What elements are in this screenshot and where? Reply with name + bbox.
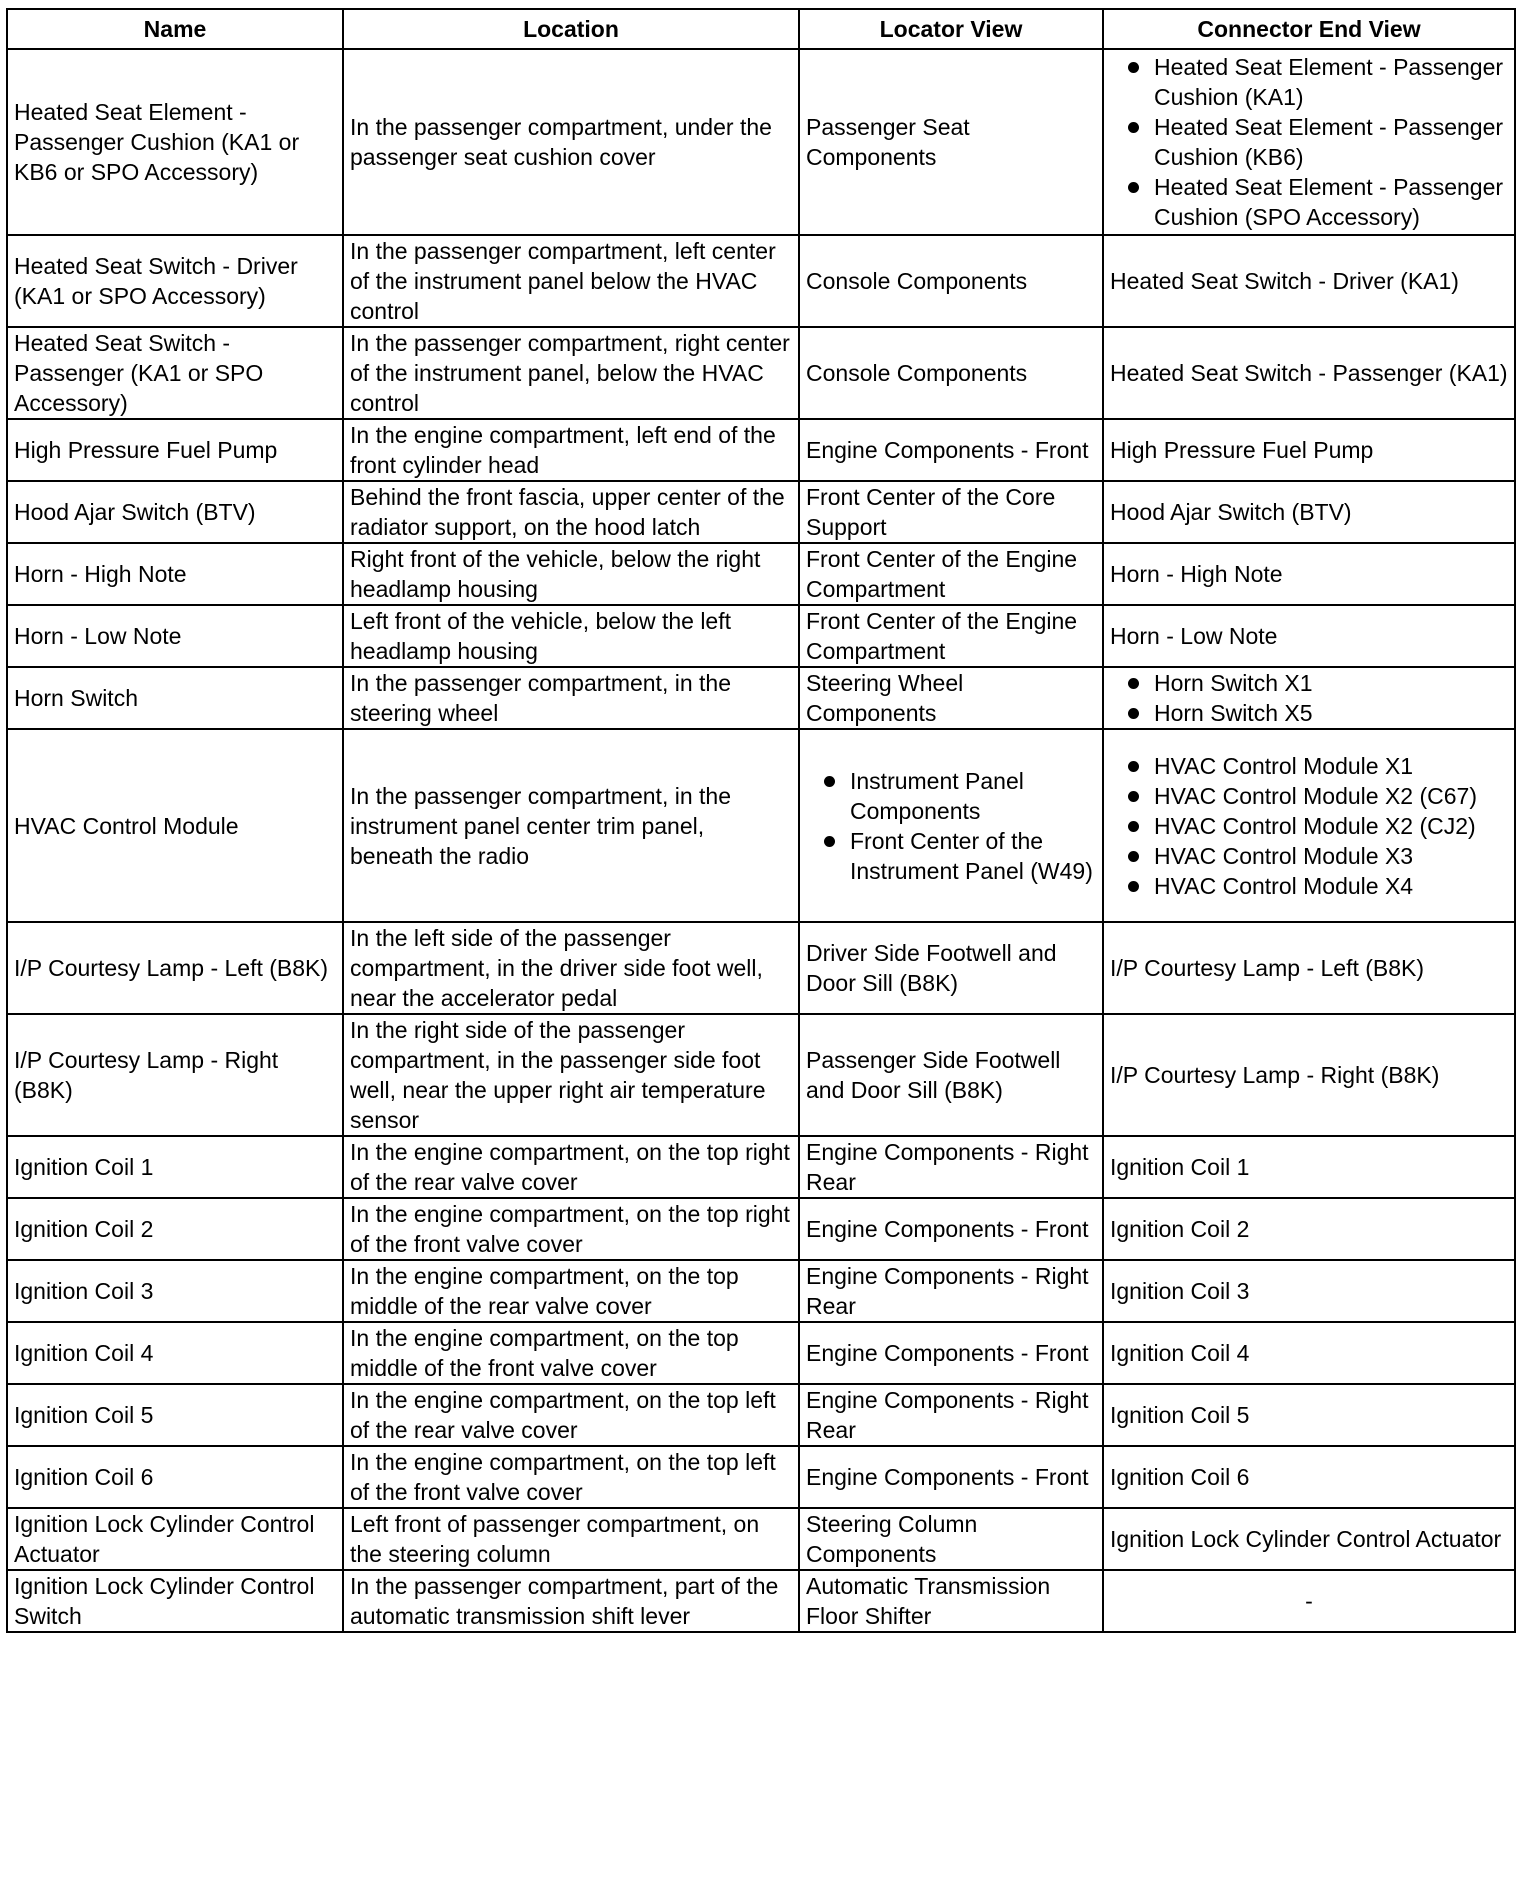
table-row	[7, 1136, 1515, 1198]
bullet-text: HVAC Control Module X2 (CJ2)	[1154, 812, 1476, 839]
cell-name: High Pressure Fuel Pump	[7, 419, 343, 481]
table-row	[7, 543, 1515, 605]
cell-connector-end-view: Ignition Lock Cylinder Control Actuator	[1103, 1508, 1515, 1570]
cell-locator-view: Driver Side Footwell and Door Sill (B8K)	[799, 922, 1103, 1014]
table-row	[7, 1260, 1515, 1322]
bullet-text: Horn Switch X5	[1154, 700, 1313, 726]
cell-name: Heated Seat Element - Passenger Cushion (KA1 or KB6 or SPO Accessory)	[7, 49, 343, 235]
table-row	[7, 667, 1515, 729]
cell-name: Horn - Low Note	[7, 605, 343, 667]
bullet-icon	[1128, 791, 1139, 802]
bullet-icon	[824, 776, 835, 787]
cell-connector-end-view: Heated Seat Switch - Passenger (KA1)	[1103, 327, 1515, 419]
cell-connector-end-view: Ignition Coil 3	[1103, 1260, 1515, 1322]
header-location: Location	[343, 9, 799, 49]
table-row	[7, 1014, 1515, 1136]
bullet-text: Front Center of the Instrument Panel (W49)	[850, 827, 1093, 884]
cell-name: Ignition Lock Cylinder Control Switch	[7, 1570, 343, 1632]
bullet-item	[1110, 841, 1508, 871]
header-connector-end-view: Connector End View	[1103, 9, 1515, 49]
cell-name: Horn - High Note	[7, 543, 343, 605]
bullet-list	[1110, 52, 1508, 232]
cell-location: Left front of the vehicle, below the left headlamp housing	[343, 605, 799, 667]
table-row	[7, 605, 1515, 667]
bullet-text: HVAC Control Module X2 (C67)	[1154, 782, 1477, 809]
table-row	[7, 1384, 1515, 1446]
cell-connector-end-view	[1103, 667, 1515, 729]
cell-name: Hood Ajar Switch (BTV)	[7, 481, 343, 543]
header-row	[7, 9, 1515, 49]
bullet-icon	[1128, 678, 1139, 689]
cell-name: Ignition Coil 2	[7, 1198, 343, 1260]
cell-connector-end-view: Ignition Coil 5	[1103, 1384, 1515, 1446]
bullet-text: HVAC Control Module X3	[1154, 842, 1414, 869]
bullet-list	[806, 766, 1096, 886]
table-row	[7, 1446, 1515, 1508]
table-row	[7, 49, 1515, 235]
bullet-icon	[1128, 761, 1139, 772]
cell-location: Right front of the vehicle, below the right headlamp housing	[343, 543, 799, 605]
cell-connector-end-view: Heated Seat Switch - Driver (KA1)	[1103, 235, 1515, 327]
bullet-text: HVAC Control Module X4	[1154, 872, 1414, 899]
table-row	[7, 1570, 1515, 1632]
bullet-item	[1110, 871, 1508, 901]
cell-location: Left front of passenger compartment, on the steering column	[343, 1508, 799, 1570]
cell-location: In the left side of the passenger compartment, in the driver side foot well, near the accelerator pedal	[343, 922, 799, 1014]
cell-location: In the passenger compartment, right center of the instrument panel, below the HVAC control	[343, 327, 799, 419]
cell-connector-end-view: Ignition Coil 1	[1103, 1136, 1515, 1198]
cell-location: In the passenger compartment, under the passenger seat cushion cover	[343, 49, 799, 235]
cell-locator-view: Console Components	[799, 327, 1103, 419]
cell-location: In the passenger compartment, in the instrument panel center trim panel, beneath the radio	[343, 729, 799, 922]
cell-location: In the passenger compartment, left center of the instrument panel below the HVAC control	[343, 235, 799, 327]
cell-location: In the engine compartment, on the top left of the rear valve cover	[343, 1384, 799, 1446]
cell-location: In the engine compartment, on the top left of the front valve cover	[343, 1446, 799, 1508]
cell-connector-end-view: High Pressure Fuel Pump	[1103, 419, 1515, 481]
bullet-item	[1110, 698, 1508, 728]
cell-locator-view: Automatic Transmission Floor Shifter	[799, 1570, 1103, 1632]
cell-locator-view: Engine Components - Front	[799, 1198, 1103, 1260]
bullet-item	[1110, 52, 1508, 112]
table-row	[7, 481, 1515, 543]
cell-connector-end-view: I/P Courtesy Lamp - Right (B8K)	[1103, 1014, 1515, 1136]
cell-locator-view: Engine Components - Front	[799, 419, 1103, 481]
cell-name: Ignition Coil 5	[7, 1384, 343, 1446]
cell-name: Ignition Lock Cylinder Control Actuator	[7, 1508, 343, 1570]
cell-locator-view: Engine Components - Right Rear	[799, 1260, 1103, 1322]
bullet-item	[1110, 811, 1508, 841]
cell-locator-view: Engine Components - Right Rear	[799, 1136, 1103, 1198]
cell-connector-end-view: Horn - Low Note	[1103, 605, 1515, 667]
cell-locator-view: Engine Components - Front	[799, 1446, 1103, 1508]
cell-locator-view: Passenger Seat Components	[799, 49, 1103, 235]
cell-locator-view: Console Components	[799, 235, 1103, 327]
header-name: Name	[7, 9, 343, 49]
bullet-icon	[1128, 708, 1139, 719]
cell-name: Heated Seat Switch - Driver (KA1 or SPO Accessory)	[7, 235, 343, 327]
cell-location: In the passenger compartment, part of the automatic transmission shift lever	[343, 1570, 799, 1632]
bullet-item	[1110, 781, 1508, 811]
cell-name: Ignition Coil 3	[7, 1260, 343, 1322]
cell-locator-view: Passenger Side Footwell and Door Sill (B8K)	[799, 1014, 1103, 1136]
bullet-list	[1110, 751, 1508, 901]
cell-location: In the engine compartment, on the top right of the front valve cover	[343, 1198, 799, 1260]
bullet-item	[1110, 112, 1508, 172]
cell-connector-end-view: Hood Ajar Switch (BTV)	[1103, 481, 1515, 543]
cell-location: In the engine compartment, left end of the front cylinder head	[343, 419, 799, 481]
cell-location: Behind the front fascia, upper center of the radiator support, on the hood latch	[343, 481, 799, 543]
bullet-icon	[1128, 821, 1139, 832]
cell-locator-view: Steering Column Components	[799, 1508, 1103, 1570]
cell-location: In the passenger compartment, in the steering wheel	[343, 667, 799, 729]
cell-location: In the engine compartment, on the top middle of the rear valve cover	[343, 1260, 799, 1322]
bullet-text: Heated Seat Element - Passenger Cushion (SPO Accessory)	[1154, 174, 1504, 230]
cell-location: In the right side of the passenger compartment, in the passenger side foot well, near the upper right air temperature sensor	[343, 1014, 799, 1136]
cell-connector-end-view: Ignition Coil 4	[1103, 1322, 1515, 1384]
table-row	[7, 1322, 1515, 1384]
table-row	[7, 419, 1515, 481]
bullet-icon	[824, 836, 835, 847]
bullet-icon	[1128, 62, 1139, 73]
bullet-item	[1110, 668, 1508, 698]
table-row	[7, 235, 1515, 327]
cell-locator-view: Front Center of the Engine Compartment	[799, 605, 1103, 667]
table-row	[7, 1198, 1515, 1260]
table-body	[7, 49, 1515, 1632]
bullet-icon	[1128, 851, 1139, 862]
cell-name: Ignition Coil 1	[7, 1136, 343, 1198]
table-row	[7, 327, 1515, 419]
cell-locator-view: Engine Components - Front	[799, 1322, 1103, 1384]
cell-locator-view: Engine Components - Right Rear	[799, 1384, 1103, 1446]
bullet-icon	[1128, 122, 1139, 133]
bullet-item	[806, 826, 1096, 886]
bullet-item	[1110, 172, 1508, 232]
cell-name: Heated Seat Switch - Passenger (KA1 or SPO Accessory)	[7, 327, 343, 419]
bullet-text: HVAC Control Module X1	[1154, 752, 1414, 779]
component-locator-table	[6, 8, 1516, 1633]
bullet-item	[1110, 751, 1508, 781]
cell-locator-view: Steering Wheel Components	[799, 667, 1103, 729]
bullet-text: Instrument Panel Components	[850, 767, 1024, 824]
bullet-icon	[1128, 881, 1139, 892]
cell-locator-view	[799, 729, 1103, 922]
cell-connector-end-view	[1103, 729, 1515, 922]
cell-connector-end-view: -	[1103, 1570, 1515, 1632]
table-row	[7, 922, 1515, 1014]
header-locator-view: Locator View	[799, 9, 1103, 49]
bullet-icon	[1128, 182, 1139, 193]
cell-location: In the engine compartment, on the top middle of the front valve cover	[343, 1322, 799, 1384]
cell-connector-end-view: Ignition Coil 2	[1103, 1198, 1515, 1260]
bullet-list	[1110, 668, 1508, 728]
bullet-text: Horn Switch X1	[1154, 670, 1313, 696]
cell-name: Horn Switch	[7, 667, 343, 729]
bullet-text: Heated Seat Element - Passenger Cushion (KA1)	[1154, 54, 1504, 110]
cell-name: HVAC Control Module	[7, 729, 343, 922]
table-row	[7, 1508, 1515, 1570]
cell-location: In the engine compartment, on the top right of the rear valve cover	[343, 1136, 799, 1198]
cell-connector-end-view: I/P Courtesy Lamp - Left (B8K)	[1103, 922, 1515, 1014]
cell-name: Ignition Coil 6	[7, 1446, 343, 1508]
bullet-text: Heated Seat Element - Passenger Cushion (KB6)	[1154, 114, 1504, 170]
bullet-item	[806, 766, 1096, 826]
cell-name: Ignition Coil 4	[7, 1322, 343, 1384]
cell-connector-end-view: Horn - High Note	[1103, 543, 1515, 605]
cell-name: I/P Courtesy Lamp - Left (B8K)	[7, 922, 343, 1014]
cell-name: I/P Courtesy Lamp - Right (B8K)	[7, 1014, 343, 1136]
cell-locator-view: Front Center of the Engine Compartment	[799, 543, 1103, 605]
cell-locator-view: Front Center of the Core Support	[799, 481, 1103, 543]
cell-connector-end-view: Ignition Coil 6	[1103, 1446, 1515, 1508]
cell-connector-end-view	[1103, 49, 1515, 235]
table-row	[7, 729, 1515, 922]
